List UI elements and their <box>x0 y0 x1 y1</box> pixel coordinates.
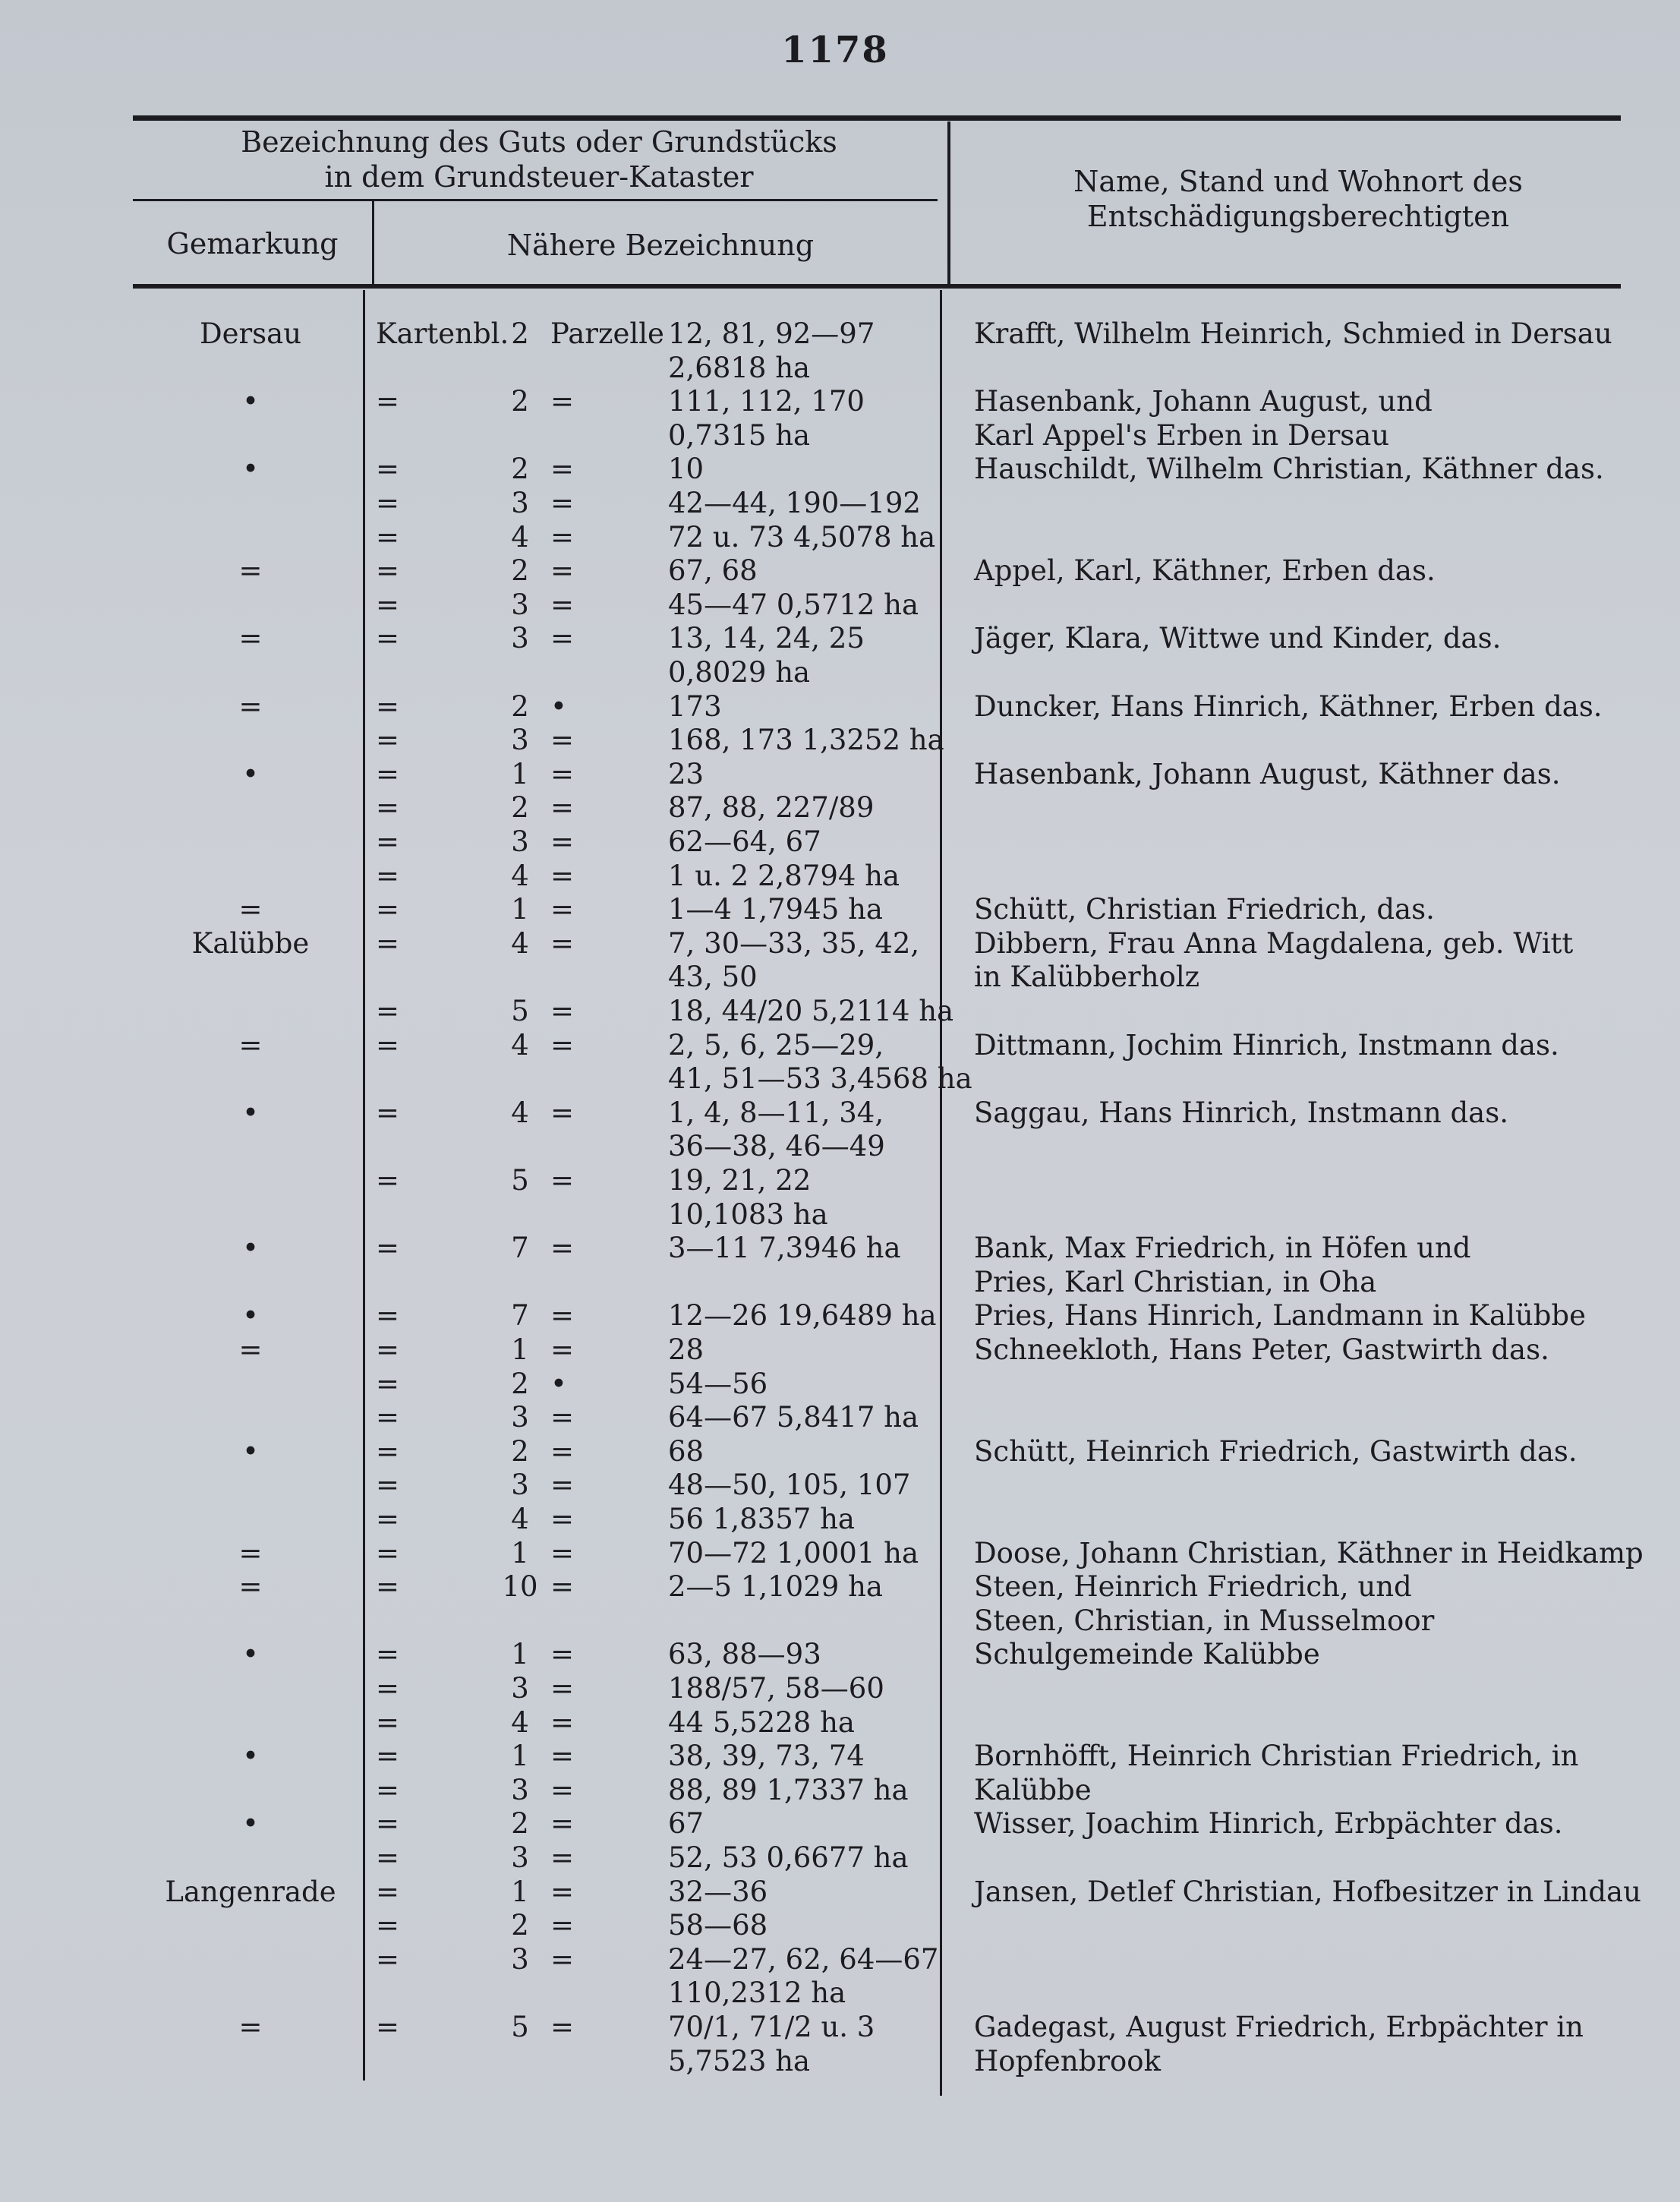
cell-pz: • <box>550 1368 567 1400</box>
cell-kb: = <box>376 1232 400 1264</box>
cell-bl: 2 <box>511 690 529 723</box>
cell-nr: 13, 14, 24, 25 <box>668 622 865 655</box>
cell-kb: = <box>376 1807 400 1840</box>
cell-gem: Dersau <box>199 317 302 350</box>
cell-gem: = <box>238 690 263 723</box>
cell-bl: 10 <box>502 1570 538 1603</box>
cell-kb: = <box>376 1368 400 1400</box>
cell-kb: = <box>376 1841 400 1874</box>
cell-bl: 1 <box>511 758 529 790</box>
header-bottom-rule <box>133 284 1621 289</box>
table-row <box>0 385 1680 418</box>
cell-bl: 2 <box>511 554 529 587</box>
cell-pz: = <box>550 521 575 554</box>
cell-name: in Kalübberholz <box>974 961 1200 993</box>
cell-gem: • <box>242 1096 259 1129</box>
cell-name: Dibbern, Frau Anna Magdalena, geb. Witt <box>974 927 1574 960</box>
cell-name: Schütt, Christian Friedrich, das. <box>974 893 1435 926</box>
cell-nr: 110,2312 ha <box>668 1976 846 2009</box>
cell-pz: • <box>550 690 567 723</box>
table-row <box>0 1841 1680 1875</box>
cell-pz: = <box>550 1943 575 1976</box>
cell-kb: = <box>376 1435 400 1468</box>
cell-gem: = <box>238 1029 263 1062</box>
table-row <box>0 2045 1680 2078</box>
cell-nr: 2,6818 ha <box>668 352 811 384</box>
cell-bl: 2 <box>511 317 529 350</box>
cell-nr: 67, 68 <box>668 554 758 587</box>
cell-kb: = <box>376 1537 400 1569</box>
cell-kb: = <box>376 893 400 926</box>
cell-pz: = <box>550 554 575 587</box>
cell-pz: = <box>550 1469 575 1501</box>
cell-name: Schneekloth, Hans Peter, Gastwirth das. <box>974 1333 1549 1366</box>
cell-nr: 62—64, 67 <box>668 825 821 858</box>
cell-bl: 2 <box>511 1435 529 1468</box>
cell-name: Krafft, Wilhelm Heinrich, Schmied in Dersau <box>974 317 1612 350</box>
cell-kb: = <box>376 927 400 960</box>
table-row <box>0 1740 1680 1773</box>
cell-bl: 2 <box>511 1807 529 1840</box>
cell-pz: = <box>550 487 575 519</box>
cell-nr: 48—50, 105, 107 <box>668 1469 911 1501</box>
table-row <box>0 1130 1680 1163</box>
cell-name: Karl Appel's Erben in Dersau <box>974 419 1390 452</box>
header-gemarkung: Gemarkung <box>166 227 339 260</box>
cell-nr: 38, 39, 73, 74 <box>668 1740 865 1772</box>
cell-bl: 7 <box>511 1299 529 1332</box>
cell-kb: = <box>376 2011 400 2043</box>
cell-kb: = <box>376 1401 400 1434</box>
cell-nr: 1—4 1,7945 ha <box>668 893 883 926</box>
cell-nr: 44 5,5228 ha <box>668 1706 855 1739</box>
page-number: 1178 <box>781 29 889 71</box>
table-row <box>0 1706 1680 1740</box>
cell-bl: 7 <box>511 1232 529 1264</box>
cell-kb: = <box>376 995 400 1027</box>
cell-pz: = <box>550 1672 575 1705</box>
cell-kb: = <box>376 1029 400 1062</box>
cell-nr: 188/57, 58—60 <box>668 1672 884 1705</box>
cell-nr: 2—5 1,1029 ha <box>668 1570 883 1603</box>
table-row <box>0 588 1680 622</box>
table-row <box>0 1807 1680 1841</box>
cell-nr: 58—68 <box>668 1909 768 1942</box>
header-name-column: Name, Stand und Wohnort des Entschädigungsberechtigten <box>1073 165 1523 233</box>
cell-pz: = <box>550 1435 575 1468</box>
cell-gem: Kalübbe <box>191 927 310 960</box>
cell-bl: 2 <box>511 453 529 485</box>
cell-nr: 0,8029 ha <box>668 656 811 689</box>
cell-nr: 52, 53 0,6677 ha <box>668 1841 909 1874</box>
cell-nr: 1 u. 2 2,8794 ha <box>668 860 900 892</box>
cell-gem: = <box>238 1537 263 1569</box>
cell-nr: 63, 88—93 <box>668 1638 821 1670</box>
cell-kb: = <box>376 690 400 723</box>
cell-kb: = <box>376 791 400 824</box>
cell-nr: 88, 89 1,7337 ha <box>668 1774 909 1806</box>
cell-bl: 3 <box>511 1943 529 1976</box>
cell-kb: = <box>376 622 400 655</box>
cell-nr: 67 <box>668 1807 704 1840</box>
cell-kb: = <box>376 554 400 587</box>
group-underline <box>133 199 938 201</box>
cell-name: Duncker, Hans Hinrich, Käthner, Erben das. <box>974 690 1603 723</box>
cell-name: Hauschildt, Wilhelm Christian, Käthner das. <box>974 453 1604 485</box>
cell-gem: = <box>238 2011 263 2043</box>
cell-name: Steen, Heinrich Friedrich, und <box>974 1570 1412 1603</box>
cell-nr: 2, 5, 6, 25—29, <box>668 1029 884 1062</box>
table-row <box>0 791 1680 825</box>
cell-bl: 1 <box>511 1875 529 1908</box>
table-row <box>0 724 1680 757</box>
cell-nr: 111, 112, 170 <box>668 385 865 418</box>
table-row <box>0 1672 1680 1705</box>
cell-pz: = <box>550 1706 575 1739</box>
cell-pz: = <box>550 724 575 756</box>
cell-bl: 1 <box>511 1638 529 1670</box>
cell-pz: = <box>550 1774 575 1806</box>
cell-bl: 2 <box>511 1368 529 1400</box>
cell-pz: = <box>550 791 575 824</box>
cell-bl: 2 <box>511 791 529 824</box>
cell-pz: = <box>550 1740 575 1772</box>
cell-bl: 4 <box>511 927 529 960</box>
cell-nr: 41, 51—53 3,4568 ha <box>668 1062 972 1095</box>
cell-pz: = <box>550 1909 575 1942</box>
cell-kb: = <box>376 1774 400 1806</box>
table-row <box>0 1537 1680 1570</box>
table-row <box>0 1570 1680 1604</box>
cell-gem: • <box>242 453 259 485</box>
table-row <box>0 487 1680 520</box>
cell-nr: 43, 50 <box>668 961 758 993</box>
cell-pz: = <box>550 1029 575 1062</box>
cell-pz: = <box>550 622 575 655</box>
table-row <box>0 2011 1680 2044</box>
cell-nr: 173 <box>668 690 722 723</box>
cell-kb: = <box>376 1503 400 1535</box>
cell-gem: • <box>242 758 259 790</box>
cell-name: Jäger, Klara, Wittwe und Kinder, das. <box>974 622 1502 655</box>
cell-name: Kalübbe <box>974 1774 1092 1806</box>
cell-kb: = <box>376 1943 400 1976</box>
table-row <box>0 825 1680 859</box>
cell-kb: = <box>376 1740 400 1772</box>
cell-nr: 10,1083 ha <box>668 1198 828 1231</box>
cell-name: Hopfenbrook <box>974 2045 1161 2077</box>
cell-gem: • <box>242 1807 259 1840</box>
cell-name: Wisser, Joachim Hinrich, Erbpächter das. <box>974 1807 1563 1840</box>
cell-kb: = <box>376 825 400 858</box>
cell-name: Steen, Christian, in Musselmoor <box>974 1604 1435 1637</box>
cell-nr: 56 1,8357 ha <box>668 1503 855 1535</box>
cell-nr: 1, 4, 8—11, 34, <box>668 1096 884 1129</box>
cell-bl: 1 <box>511 1537 529 1569</box>
header-naehere-bezeichnung: Nähere Bezeichnung <box>506 229 815 262</box>
cell-bl: 3 <box>511 487 529 519</box>
cell-nr: 70—72 1,0001 ha <box>668 1537 919 1569</box>
cell-pz: = <box>550 1164 575 1197</box>
cell-nr: 23 <box>668 758 704 790</box>
cell-nr: 18, 44/20 5,2114 ha <box>668 995 954 1027</box>
cell-bl: 4 <box>511 860 529 892</box>
cell-bl: 5 <box>511 1164 529 1197</box>
cell-gem: Langenrade <box>165 1875 336 1908</box>
cell-pz: = <box>550 758 575 790</box>
cell-nr: 7, 30—33, 35, 42, <box>668 927 920 960</box>
table-row <box>0 1232 1680 1265</box>
cell-nr: 32—36 <box>668 1875 768 1908</box>
cell-nr: 54—56 <box>668 1368 768 1400</box>
table-row <box>0 1401 1680 1434</box>
cell-pz: = <box>550 1875 575 1908</box>
cell-pz: = <box>550 927 575 960</box>
cell-kb: = <box>376 724 400 756</box>
cell-pz: = <box>550 1299 575 1332</box>
cell-bl: 3 <box>511 1401 529 1434</box>
cell-bl: 2 <box>511 1909 529 1942</box>
cell-kb: = <box>376 1299 400 1332</box>
cell-bl: 3 <box>511 724 529 756</box>
cell-kb: = <box>376 385 400 418</box>
table-row <box>0 1909 1680 1942</box>
cell-kb: = <box>376 487 400 519</box>
cell-name: Dittmann, Jochim Hinrich, Instmann das. <box>974 1029 1559 1062</box>
cell-pz: = <box>550 588 575 621</box>
cell-gem: • <box>242 385 259 418</box>
cell-bl: 1 <box>511 1333 529 1366</box>
cell-bl: 4 <box>511 1503 529 1535</box>
cell-bl: 1 <box>511 893 529 926</box>
cell-pz: = <box>550 2011 575 2043</box>
table-row <box>0 1368 1680 1401</box>
cell-name: Bank, Max Friedrich, in Höfen und <box>974 1232 1471 1264</box>
cell-nr: 36—38, 46—49 <box>668 1130 885 1163</box>
cell-bl: 4 <box>511 521 529 554</box>
cell-bl: 2 <box>511 385 529 418</box>
cell-nr: 12, 81, 92—97 <box>668 317 875 350</box>
table-row <box>0 1638 1680 1671</box>
cell-kb: = <box>376 521 400 554</box>
table-row <box>0 758 1680 791</box>
cell-bl: 3 <box>511 1841 529 1874</box>
table-row <box>0 554 1680 588</box>
table-row <box>0 1774 1680 1807</box>
cell-gem: = <box>238 1333 263 1366</box>
cell-pz: = <box>550 1841 575 1874</box>
cell-bl: 5 <box>511 995 529 1027</box>
cell-kb: = <box>376 1333 400 1366</box>
cell-name: Doose, Johann Christian, Käthner in Heidkamp <box>974 1537 1644 1569</box>
cell-gem: = <box>238 893 263 926</box>
cell-nr: 64—67 5,8417 ha <box>668 1401 919 1434</box>
cell-gem: • <box>242 1740 259 1772</box>
cell-name: Appel, Karl, Käthner, Erben das. <box>974 554 1436 587</box>
cell-nr: 68 <box>668 1435 704 1468</box>
cell-nr: 24—27, 62, 64—67 <box>668 1943 939 1976</box>
cell-bl: 1 <box>511 1740 529 1772</box>
cell-kb: = <box>376 1570 400 1603</box>
cell-kb: = <box>376 588 400 621</box>
cell-pz: = <box>550 453 575 485</box>
cell-nr: 10 <box>668 453 704 485</box>
cell-bl: 4 <box>511 1029 529 1062</box>
table-row <box>0 1062 1680 1096</box>
table-row <box>0 1875 1680 1909</box>
cell-bl: 3 <box>511 1774 529 1806</box>
table-row <box>0 352 1680 385</box>
cell-nr: 3—11 7,3946 ha <box>668 1232 901 1264</box>
cell-nr: 72 u. 73 4,5078 ha <box>668 521 936 554</box>
table-row <box>0 317 1680 351</box>
table-row <box>0 419 1680 453</box>
cell-bl: 3 <box>511 622 529 655</box>
cell-bl: 3 <box>511 1672 529 1705</box>
cell-gem: • <box>242 1232 259 1264</box>
cell-kb: = <box>376 1638 400 1670</box>
table-row <box>0 893 1680 926</box>
table-row <box>0 690 1680 724</box>
cell-name: Schütt, Heinrich Friedrich, Gastwirth das. <box>974 1435 1578 1468</box>
cell-gem: = <box>238 554 263 587</box>
cell-bl: 3 <box>511 588 529 621</box>
top-rule <box>133 115 1621 121</box>
cell-name: Hasenbank, Johann August, und <box>974 385 1433 418</box>
cell-kb: = <box>376 758 400 790</box>
cell-kb: = <box>376 453 400 485</box>
cell-kb: = <box>376 1096 400 1129</box>
table-row <box>0 1333 1680 1367</box>
cell-pz: = <box>550 995 575 1027</box>
cell-kb: Kartenbl. <box>376 317 509 350</box>
table-row <box>0 1266 1680 1299</box>
cell-kb: = <box>376 1875 400 1908</box>
cell-name: Gadegast, August Friedrich, Erbpächter in <box>974 2011 1584 2043</box>
cell-kb: = <box>376 1469 400 1501</box>
cell-name: Hasenbank, Johann August, Käthner das. <box>974 758 1561 790</box>
cell-bl: 4 <box>511 1096 529 1129</box>
cell-nr: 87, 88, 227/89 <box>668 791 875 824</box>
cell-nr: 42—44, 190—192 <box>668 487 921 519</box>
header-group-title: Bezeichnung des Guts oder Grundstücks in dem Grundsteuer-Kataster <box>241 125 837 194</box>
cell-name: Pries, Karl Christian, in Oha <box>974 1266 1377 1298</box>
divider-gemarkung <box>372 201 374 284</box>
cell-pz: = <box>550 1096 575 1129</box>
cell-kb: = <box>376 1164 400 1197</box>
cell-pz: = <box>550 825 575 858</box>
cell-nr: 5,7523 ha <box>668 2045 811 2077</box>
cell-nr: 19, 21, 22 <box>668 1164 812 1197</box>
cell-gem: = <box>238 622 263 655</box>
table-row <box>0 860 1680 893</box>
cell-kb: = <box>376 1909 400 1942</box>
table-row <box>0 1503 1680 1536</box>
table-row <box>0 622 1680 655</box>
table-row <box>0 656 1680 689</box>
cell-gem: • <box>242 1638 259 1670</box>
cell-bl: 4 <box>511 1706 529 1739</box>
cell-gem: = <box>238 1570 263 1603</box>
cell-name: Saggau, Hans Hinrich, Instmann das. <box>974 1096 1508 1129</box>
table-row <box>0 453 1680 486</box>
cell-pz: = <box>550 1401 575 1434</box>
cell-nr: 45—47 0,5712 ha <box>668 588 919 621</box>
cell-name: Pries, Hans Hinrich, Landmann in Kalübbe <box>974 1299 1587 1332</box>
cell-pz: = <box>550 1333 575 1366</box>
cell-pz: = <box>550 893 575 926</box>
cell-bl: 5 <box>511 2011 529 2043</box>
cell-pz: = <box>550 1638 575 1670</box>
table-row <box>0 1299 1680 1333</box>
cell-pz: = <box>550 1570 575 1603</box>
table-row <box>0 927 1680 961</box>
table-row <box>0 521 1680 554</box>
cell-nr: 0,7315 ha <box>668 419 811 452</box>
cell-pz: Parzelle <box>550 317 664 350</box>
cell-pz: = <box>550 1807 575 1840</box>
cell-pz: = <box>550 1537 575 1569</box>
table-row <box>0 1435 1680 1469</box>
cell-kb: = <box>376 1672 400 1705</box>
table-row <box>0 995 1680 1028</box>
cell-pz: = <box>550 1503 575 1535</box>
table-row <box>0 1604 1680 1638</box>
cell-nr: 12—26 19,6489 ha <box>668 1299 937 1332</box>
table-row <box>0 1029 1680 1062</box>
table-row <box>0 1198 1680 1232</box>
table-row <box>0 1469 1680 1502</box>
cell-kb: = <box>376 1706 400 1739</box>
cell-kb: = <box>376 860 400 892</box>
table-row <box>0 961 1680 994</box>
table-row <box>0 1943 1680 1976</box>
cell-bl: 3 <box>511 1469 529 1501</box>
cell-nr: 70/1, 71/2 u. 3 <box>668 2011 875 2043</box>
cell-gem: • <box>242 1435 259 1468</box>
cell-gem: • <box>242 1299 259 1332</box>
table-row <box>0 1096 1680 1130</box>
cell-nr: 28 <box>668 1333 704 1366</box>
cell-name: Jansen, Detlef Christian, Hofbesitzer in Lindau <box>974 1875 1641 1908</box>
cell-name: Schulgemeinde Kalübbe <box>974 1638 1320 1670</box>
table-row <box>0 1976 1680 2010</box>
table-row <box>0 1164 1680 1197</box>
cell-pz: = <box>550 860 575 892</box>
cell-pz: = <box>550 385 575 418</box>
divider-name-column <box>947 121 950 284</box>
cell-bl: 3 <box>511 825 529 858</box>
cell-pz: = <box>550 1232 575 1264</box>
cell-nr: 168, 173 1,3252 ha <box>668 724 944 756</box>
cell-name: Bornhöfft, Heinrich Christian Friedrich, in <box>974 1740 1579 1772</box>
